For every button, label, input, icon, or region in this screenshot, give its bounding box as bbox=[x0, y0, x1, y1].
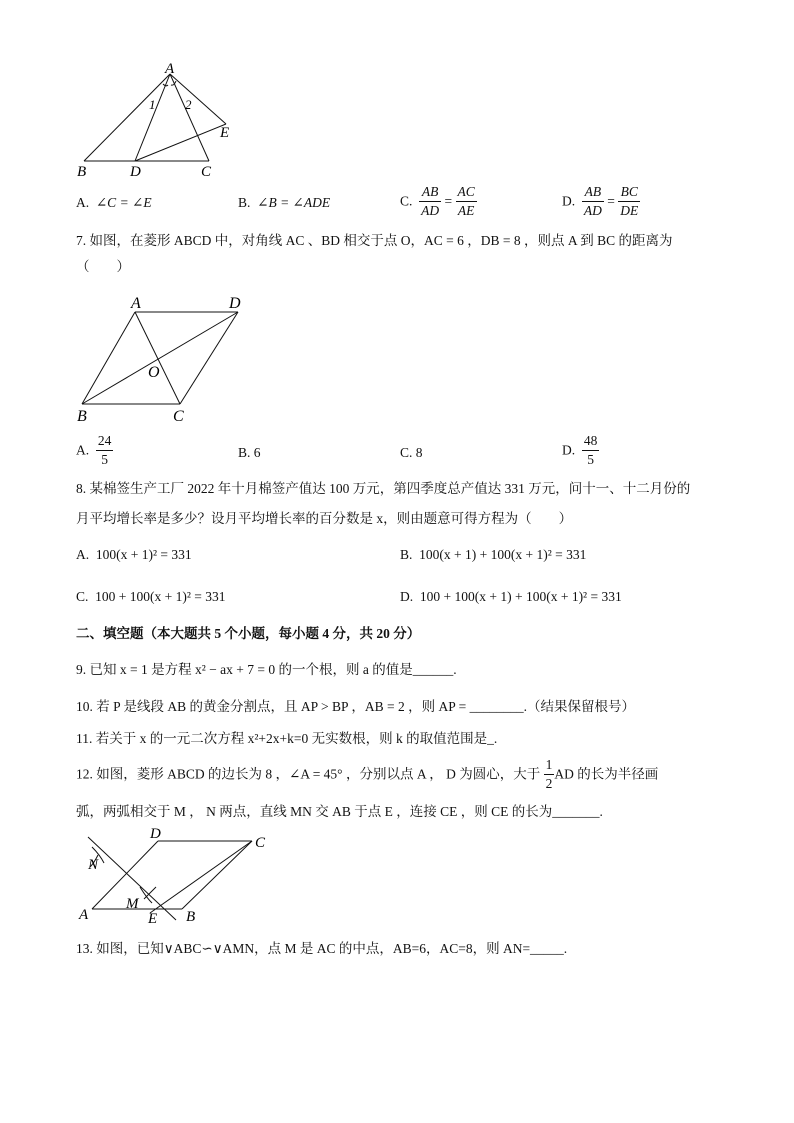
q7-label-A: A bbox=[131, 295, 141, 312]
q7-option-b: B. 6 bbox=[238, 445, 261, 460]
q6-label-B: B bbox=[77, 164, 87, 180]
q7-stem-line2: （ ） bbox=[76, 259, 130, 274]
q7-label-D: D bbox=[229, 295, 241, 312]
q12-stem-line2: 弧，两弧相交于 M ， N 两点，直线 MN 交 AB 于点 E ，连接 CE ，则 CE 的长为_______. bbox=[76, 804, 603, 819]
q8-option-a: A. 100(x + 1)² = 331 bbox=[76, 547, 192, 562]
q6-option-d: D. $\frac{AB}{AD}$ = $\frac{BC}{DE}$ bbox=[562, 184, 639, 218]
q11-stem: 11. 若关于 x 的一元二次方程 x²+2x+k=0 无实数根，则 k 的取值范围是_. bbox=[76, 731, 498, 746]
q12-rhombus-figure bbox=[72, 825, 282, 925]
q10-stem: 10. 若 P 是线段 AB 的黄金分割点，且 AP > BP ，AB = 2 ，则 AP = ________.（结果保留根号） bbox=[76, 699, 636, 714]
q7-label-O: O bbox=[148, 364, 160, 381]
q6-label-C: C bbox=[201, 164, 212, 180]
q7-option-c: C. 8 bbox=[400, 445, 423, 460]
q12-label-N: N bbox=[88, 857, 99, 873]
q7-option-d: D. $\frac{48}{5}$ bbox=[562, 433, 598, 467]
q12-label-A: A bbox=[79, 907, 89, 923]
q7-label-C: C bbox=[173, 408, 184, 425]
q6-angle-1: 1 bbox=[149, 97, 156, 112]
q6-option-c: C. $\frac{AB}{AD}$ = $\frac{AC}{AE}$ bbox=[400, 184, 475, 218]
q8-stem-line2: 月平均增长率是多少？设月平均增长率的百分数是 x，则由题意可得方程为（ ） bbox=[76, 511, 573, 526]
q6-label-D: D bbox=[130, 164, 141, 180]
q7-label-B: B bbox=[77, 408, 87, 425]
q9-stem: 9. 已知 x = 1 是方程 x² − ax + 7 = 0 的一个根，则 a 的值是______. bbox=[76, 662, 457, 677]
q8-stem-line1: 8. 某棉签生产工厂 2022 年十月棉签产值达 100 万元，第四季度总产值达 331 万元，问十一、十二月份的 bbox=[76, 481, 691, 496]
q7-rhombus-figure bbox=[72, 290, 262, 430]
q8-option-d: D. 100 + 100(x + 1) + 100(x + 1)² = 331 bbox=[400, 589, 622, 604]
q6-triangle-figure bbox=[72, 60, 242, 182]
q6-label-A: A bbox=[165, 61, 175, 77]
q12-stem-line1: 12. 如图，菱形 ABCD 的边长为 8 ，∠A = 45° ，分别以点 A ， D 为圆心，大于 $\frac{1}{2}$ AD 的长为半径画 bbox=[76, 757, 659, 791]
q6-option-b: B. ∠B = ∠ADE bbox=[238, 195, 331, 210]
q6-label-E: E bbox=[220, 125, 230, 141]
q8-option-b: B. 100(x + 1) + 100(x + 1)² = 331 bbox=[400, 547, 587, 562]
q8-option-c: C. 100 + 100(x + 1)² = 331 bbox=[76, 589, 226, 604]
q13-stem: 13. 如图，已知∨ABC∽∨AMN，点 M 是 AC 的中点，AB=6，AC=8，则 AN=_____. bbox=[76, 941, 568, 956]
q12-label-C: C bbox=[255, 835, 266, 851]
q12-label-B: B bbox=[186, 909, 196, 925]
q12-label-E: E bbox=[148, 911, 158, 925]
q7-stem-line1: 7. 如图，在菱形 ABCD 中，对角线 AC 、BD 相交于点 O，AC = 6 ，DB = 8 ，则点 A 到 BC 的距离为 bbox=[76, 233, 673, 248]
section-heading: 二、填空题（本大题共 5 个小题，每小题 4 分，共 20 分） bbox=[76, 626, 421, 641]
q7-option-a: A. $\frac{24}{5}$ bbox=[76, 433, 112, 467]
q6-angle-2: 2 bbox=[185, 97, 192, 112]
q12-label-D: D bbox=[150, 826, 161, 842]
q12-label-M: M bbox=[126, 896, 139, 912]
q6-option-a: A. ∠C = ∠E bbox=[76, 195, 152, 210]
